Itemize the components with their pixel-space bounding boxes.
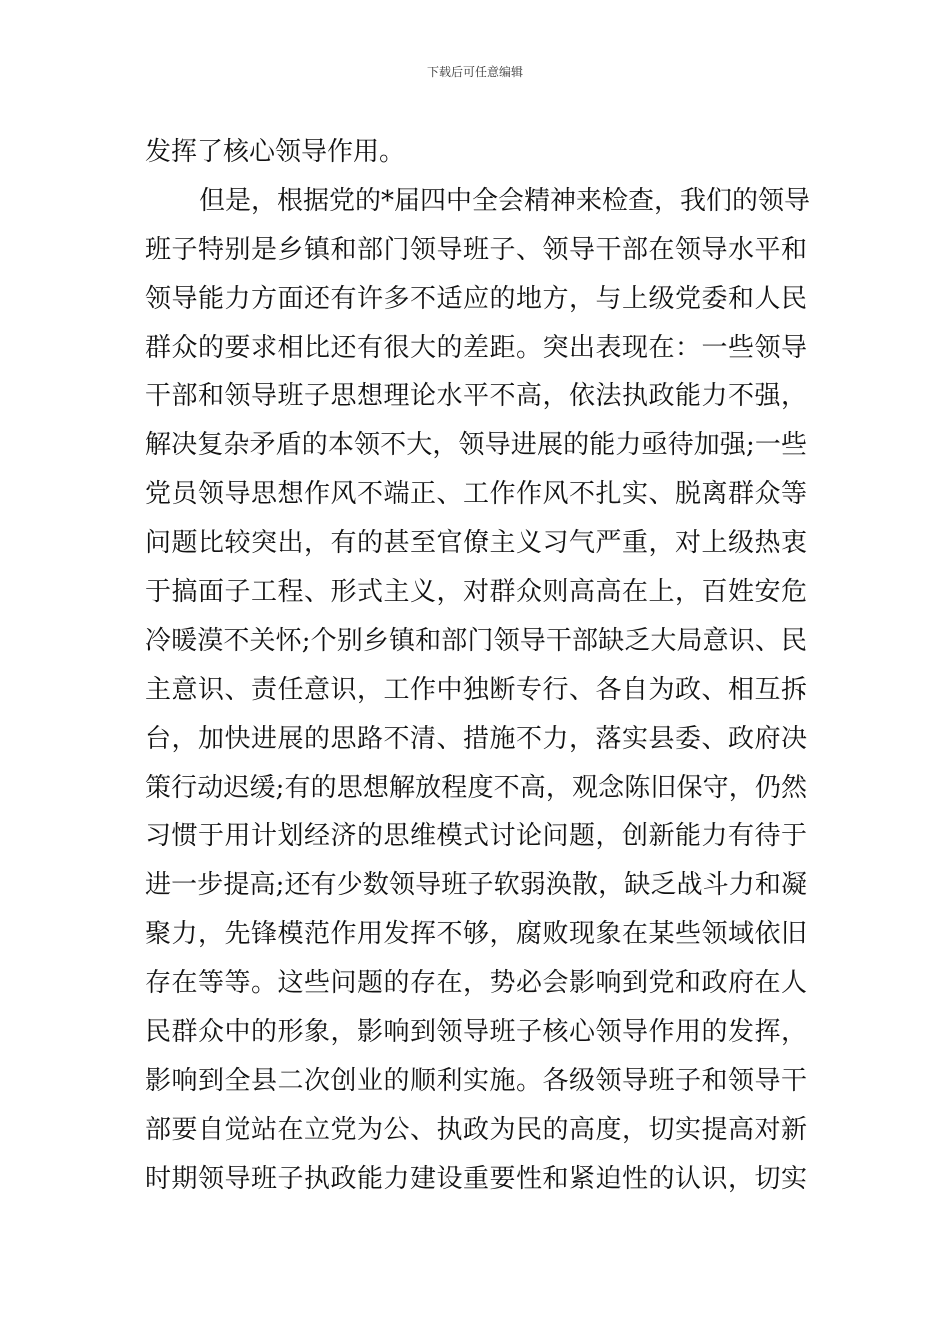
- text-line: 存在等等。这些问题的存在，势必会影响到党和政府在人: [145, 968, 807, 999]
- page-header: 下载后可任意编辑: [426, 65, 523, 79]
- text-line: 民群众中的形象，影响到领导班子核心领导作用的发挥，: [145, 1017, 807, 1048]
- text-line: 但是，根据党的*届四中全会精神来检查，我们的领导: [199, 185, 811, 216]
- text-line: 领导能力方面还有许多不适应的地方，与上级党委和人民: [145, 283, 807, 314]
- text-line: 发挥了核心领导作用。: [145, 137, 406, 167]
- text-line: 干部和领导班子思想理论水平不高，依法执政能力不强，: [145, 381, 807, 412]
- text-line: 习惯于用计划经济的思维模式讨论问题，创新能力有待于: [145, 821, 807, 852]
- text-line: 影响到全县二次创业的顺利实施。各级领导班子和领导干: [145, 1065, 807, 1096]
- text-line: 党员领导思想作风不端正、工作作风不扎实、脱离群众等: [145, 479, 807, 510]
- text-line: 班子特别是乡镇和部门领导班子、领导干部在领导水平和: [145, 234, 807, 265]
- text-line: 冷暖漠不关怀;个别乡镇和部门领导干部缺乏大局意识、民: [145, 625, 807, 656]
- text-line: 问题比较突出，有的甚至官僚主义习气严重，对上级热衷: [145, 528, 807, 559]
- text-line: 主意识、责任意识，工作中独断专行、各自为政、相互拆: [145, 674, 807, 705]
- text-line: 时期领导班子执政能力建设重要性和紧迫性的认识，切实: [145, 1163, 807, 1194]
- text-line: 策行动迟缓;有的思想解放程度不高，观念陈旧保守，仍然: [145, 772, 807, 803]
- text-line: 于搞面子工程、形式主义，对群众则高高在上，百姓安危: [145, 577, 807, 608]
- text-line: 群众的要求相比还有很大的差距。突出表现在：一些领导: [145, 332, 807, 363]
- text-line: 部要自觉站在立党为公、执政为民的高度，切实提高对新: [145, 1114, 807, 1145]
- text-line: 解决复杂矛盾的本领不大，领导进展的能力亟待加强;一些: [145, 430, 807, 461]
- body-text: [145, 128, 811, 1204]
- text-line: 进一步提高;还有少数领导班子软弱涣散，缺乏战斗力和凝: [145, 870, 807, 901]
- text-line: 台，加快进展的思路不清、措施不力，落实县委、政府决: [145, 723, 807, 754]
- text-line: 聚力，先锋模范作用发挥不够，腐败现象在某些领域依旧: [145, 919, 807, 950]
